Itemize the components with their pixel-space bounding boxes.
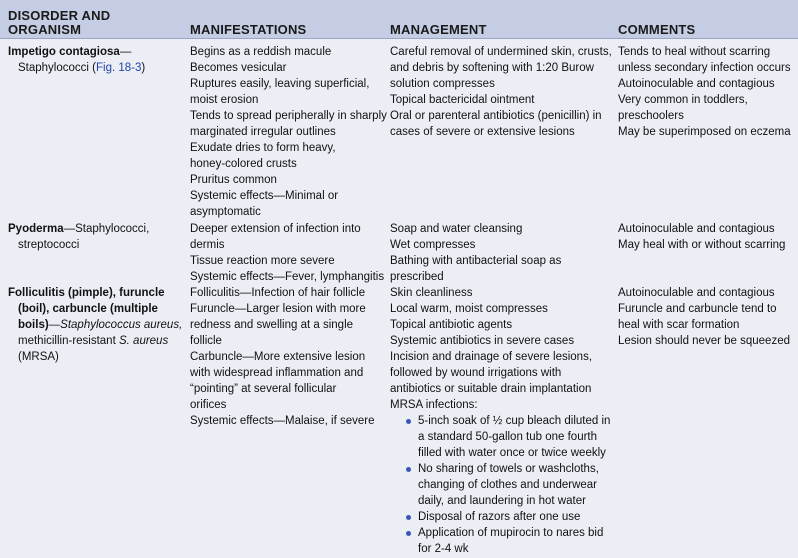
list-item [390,253,614,285]
list-item [190,253,386,269]
list-item-line: Folliculitis—Infection of hair follicle [190,287,366,299]
list-item-line: unless secondary infection occurs [618,62,791,74]
list-item-line: preschoolers [618,110,684,122]
list-item-line: May be superimposed on eczema [618,126,791,138]
list-item-line: Bathing with antibacterial soap as [390,255,562,267]
list-item-line: Systemic effects—Minimal or [190,190,339,202]
list-item-line: “pointing” at several follicular [190,383,337,395]
row1-management [390,44,614,140]
list-item-line: follicle [190,335,222,347]
list-item [618,301,796,333]
list-item-line: Topical antibiotic agents [390,319,513,331]
list-item-line: Autoinoculable and contagious [618,78,775,90]
list-item-line: Tissue reaction more severe [190,255,335,267]
list-item-line: Deeper extension of infection into [190,223,361,235]
row1-organism-close: ) [141,62,146,74]
list-item [190,60,386,76]
list-item-line: Systemic effects—Fever, lymphangitis [190,271,385,283]
list-item [618,285,796,301]
list-item-line: Tends to heal without scarring [618,46,771,58]
row1-disorder-name: Impetigo contagiosa [8,46,120,58]
list-item-line: redness and swelling at a single [190,319,354,331]
list-item-line: May heal with or without scarring [618,239,786,251]
row3-organism-sa: S. aureus [118,335,169,347]
list-item-line: Tends to spread peripherally in sharply [190,110,387,122]
list-item-line: Systemic effects—Malaise, if severe [190,415,375,427]
bullet-line: changing of clothes and underwear [418,479,598,491]
list-item [190,269,386,285]
list-item [390,349,614,397]
mrsa-bullet-item [404,413,614,461]
list-item-line: Lesion should never be squeezed [618,335,790,347]
row3-disorder [8,285,184,365]
list-item [618,76,796,92]
header-management: MANAGEMENT [390,22,487,37]
list-item [190,413,386,429]
mrsa-bullet-list [390,413,614,557]
list-item [190,140,386,172]
list-item-line: Furuncle—Larger lesion with more [190,303,366,315]
list-item-line: Carbuncle—More extensive lesion [190,351,366,363]
list-item [390,221,614,237]
list-item-line: Incision and drainage of severe lesions, [390,351,593,363]
list-item [390,285,614,301]
list-item [190,285,386,301]
list-item-line: Autoinoculable and contagious [618,287,775,299]
list-item-line: Exudate dries to form heavy, [190,142,336,154]
list-item [390,237,614,253]
list-item-line: with widespread inflammation and [190,367,364,379]
list-item [618,44,796,76]
row2-comments [618,221,796,253]
list-item-line: Topical bactericidal ointment [390,94,535,106]
list-item-line: Pruritus common [190,174,277,186]
row1-disorder-dash: — [119,46,132,58]
list-item-line: dermis [190,239,225,251]
row2-disorder [8,221,184,253]
header-comments: COMMENTS [618,22,696,37]
row3-disorder-line1: Folliculitis (pimple), furuncle [8,287,165,299]
bullet-line: 5-inch soak of ½ cup bleach diluted in [418,415,611,427]
bullet-line: for 2-4 wk [418,543,469,555]
list-item-line: Systemic antibiotics in severe cases [390,335,575,347]
list-item [618,92,796,124]
row3-disorder-line2: (boil), carbuncle (multiple [18,303,158,315]
row2-management [390,221,614,285]
row2-organism: streptococci [18,239,80,251]
list-item-line: Ruptures easily, leaving superficial, [190,78,370,90]
mrsa-bullet-item [404,509,614,525]
header-disorder-line1: DISORDER AND [8,8,111,23]
list-item [190,349,386,413]
row1-comments [618,44,796,140]
list-item-line: Careful removal of undermined skin, crusts, [390,46,612,58]
list-item-line: Autoinoculable and contagious [618,223,775,235]
list-item-line: solution compresses [390,78,495,90]
list-item [190,108,386,140]
table-header [0,0,798,39]
list-item-line: Oral or parenteral antibiotics (penicillin) in [390,110,602,122]
row3-comments [618,285,796,349]
bullet-line: daily, and laundering in hot water [418,495,586,507]
list-item-line: cases of severe or extensive lesions [390,126,575,138]
header-disorder [8,9,110,37]
row3-organism: —Staphylococcus aureus, [48,319,183,331]
row1-organism: Staphylococci ( [18,62,96,74]
figure-link[interactable]: Fig. 18-3 [95,62,142,74]
row3-management-items [390,285,614,413]
list-item [390,397,614,413]
mrsa-bullet-item [404,461,614,509]
bullet-line: No sharing of towels or washcloths, [418,463,599,475]
row1-disorder [8,44,184,76]
row3-management [390,285,614,557]
list-item-line: Very common in toddlers, [618,94,748,106]
list-item-line: Local warm, moist compresses [390,303,548,315]
list-item-line: followed by wound irrigations with [390,367,562,379]
row3-manifestations [190,285,386,429]
list-item-line: marginated irregular outlines [190,126,336,138]
list-item-line: MRSA infections: [390,399,478,411]
list-item [618,124,796,140]
list-item [190,221,386,253]
header-manifestations: MANIFESTATIONS [190,22,307,37]
header-disorder-line2: ORGANISM [8,22,82,37]
list-item-line: antibiotics or suitable drain implantation [390,383,592,395]
mrsa-bullet-item [404,525,614,557]
list-item [618,333,796,349]
list-item [618,237,796,253]
list-item [190,172,386,188]
list-item [190,44,386,60]
list-item-line: orifices [190,399,227,411]
bullet-line: Disposal of razors after one use [418,511,581,523]
list-item-line: Begins as a reddish macule [190,46,332,58]
list-item [390,92,614,108]
list-item [190,188,386,220]
list-item-line: heal with scar formation [618,319,740,331]
row2-disorder-rest: —Staphylococci, [63,223,150,235]
bullet-line: a standard 50-gallon tub one fourth [418,431,598,443]
row3-disorder-line3: boils) [18,319,49,331]
list-item-line: Skin cleanliness [390,287,473,299]
bullet-line: filled with water once or twice weekly [418,447,606,459]
list-item [390,44,614,92]
list-item [390,108,614,140]
list-item [618,221,796,237]
bullet-line: Application of mupirocin to nares bid [418,527,604,539]
list-item-line: Becomes vesicular [190,62,287,74]
row3-organism-mrsa: methicillin-resistant [18,335,119,347]
list-item-line: Soap and water cleansing [390,223,523,235]
list-item-line: moist erosion [190,94,259,106]
list-item [390,317,614,333]
list-item-line: prescribed [390,271,444,283]
row1-manifestations [190,44,386,220]
list-item-line: asymptomatic [190,206,261,218]
list-item-line: and debris by softening with 1:20 Burow [390,62,594,74]
list-item [390,333,614,349]
list-item [190,76,386,108]
list-item [390,301,614,317]
list-item-line: Furuncle and carbuncle tend to [618,303,777,315]
list-item-line: Wet compresses [390,239,476,251]
list-item-line: honey-colored crusts [190,158,297,170]
row3-organism-abbr: (MRSA) [18,351,59,363]
row2-disorder-name: Pyoderma [8,223,64,235]
row2-manifestations [190,221,386,285]
list-item [190,301,386,349]
